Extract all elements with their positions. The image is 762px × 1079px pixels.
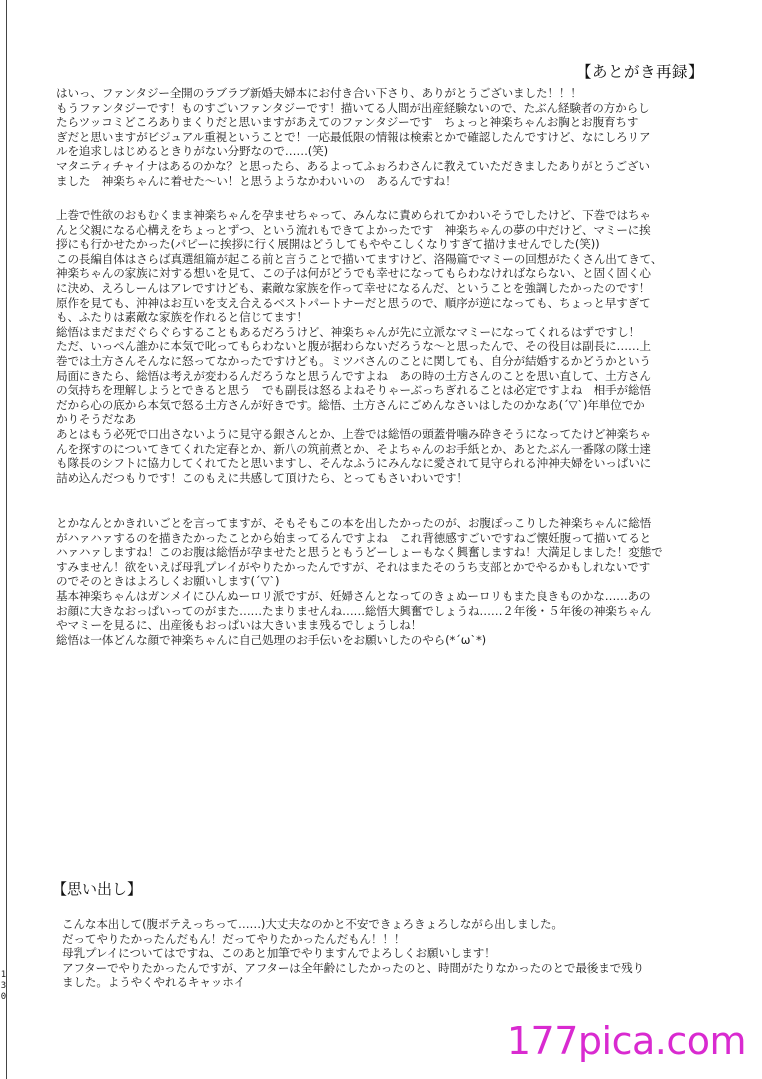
text-line: ました。ようやくやれるキャッホイ — [62, 975, 246, 990]
text-line: 局面にきたら、総悟は考えが変わるんだろうなと思うんですよね あの時の土方さんのことを思い直して、土方さん — [56, 368, 651, 383]
text-line: ハァハァしますね！このお腹は総悟が孕ませたと思うともうどーしょーもなく興奮しますね！大満足しました！変態で — [56, 545, 663, 560]
text-line: やマミーを見るに、出産後もおっぱいは大きいまま残るでしょうしね！ — [56, 618, 423, 633]
text-line: の気持ちを理解しようとできると思う でも副長は怒るよねそりゃーぶっちぎれることは必定ですよね 相手が総悟 — [56, 383, 651, 398]
page-number-digit: 3 — [0, 981, 7, 991]
text-line: ルを追求しはじめるときりがない分野なので……(笑) — [56, 144, 328, 159]
left-margin-rule — [6, 0, 7, 1079]
text-line: 総悟はまだまだぐらぐらすることもあるだろうけど、神楽ちゃんが先に立派なマミーになってくれるはずですし！ — [56, 324, 640, 339]
afterword-body-3 — [56, 516, 716, 647]
text-line: 拶にも行かせたかった(パピーに挨拶に行く展開はどうしてもややこしくなりすぎて描けませんでした(笑)) — [56, 237, 600, 252]
text-line: アフターでやりたかったんですが、アフターは全年齢にしたかったのと、時間がたりなかったのとで最後まで残り — [62, 960, 645, 975]
text-line: 詰め込んだつもりです！このもえに共感して頂けたら、とってもさいわいです！ — [56, 470, 468, 485]
text-line: マタニティチャイナはあるのかな？と思ったら、あるよってふぉろわさんに教えていただきましたありがとうござい — [56, 158, 650, 173]
text-line: この長編自体はさらば真選組篇が起こる前と言うことで描いてますけど、洛陽篇でマミーの回想がたくさん出てきて、 — [56, 251, 663, 266]
text-line: かりそうだなあ — [56, 412, 137, 427]
afterword-paragraph-2 — [56, 208, 716, 485]
afterword-heading: 【あとがき再録】 — [575, 63, 704, 81]
text-line: ました 神楽ちゃんに着せた～い！と思うようなかわいいの あるんですね！ — [56, 173, 457, 188]
text-line: がハァハァするのを描きたかったことから始まってるんですよね これ背徳感すごいですねご懐妊腹って描いてると — [56, 530, 652, 545]
afterword-paragraph-1 — [56, 86, 716, 188]
page-number-digit: 1 — [0, 970, 7, 980]
text-line: 総悟は一体どんな顔で神楽ちゃんに自己処理のお手伝いをお願いしたのやら(*´ω`*) — [56, 632, 486, 647]
text-line: 基本神楽ちゃんはガンメイにひんぬーロリ派ですが、妊婦さんとなってのきょぬーロリもまた良きものかな……あの — [56, 588, 651, 603]
text-line: んを探すのについてきてくれた定春とか、新八の筑前煮とか、そよちゃんのお手紙とか、あとたぶん一番隊の隊士達 — [56, 441, 651, 456]
memories-heading: 【思い出し】 — [52, 880, 143, 898]
text-line: こんな本出して(腹ボテえっちって……)大丈夫なのかと不安できょろきょろしながら出しました。 — [62, 917, 563, 931]
text-line: 神楽ちゃんの家族に対する想いを見て、この子は何がどうでも幸せになってもらわなければならない、と固く固く心 — [56, 266, 651, 281]
text-line: もうファンタジーです！ものすごいファンタジーです！描いてる人間が出産経験ないので、たぶん経験者の方からし — [56, 100, 650, 115]
text-line: はいっ、ファンタジー全開のラブラブ新婚夫婦本にお付き合い下さり、ありがとうございました！！！ — [56, 86, 582, 100]
page-number — [0, 970, 7, 1003]
text-line: んと父親になる心構えをちょっとずつ、という流れもできてよかったです 神楽ちゃんの夢の中だけど、マミーに挨 — [56, 222, 651, 237]
text-line: 巻では土方さんそんなに怒ってなかったですけども。ミツバさんのことに関しても、自分が結婚するかどうかという — [56, 353, 651, 368]
memories-body — [62, 917, 722, 990]
text-line: 母乳プレイについてはですね、このあと加筆でやりますんでよろしくお願いします！ — [62, 946, 496, 961]
page-number-digit: 0 — [0, 992, 7, 1002]
text-line: 原作を見ても、沖神はお互いを支え合えるベストパートナーだと思うので、順序が逆になっても、ちょっと早すぎて — [56, 295, 651, 310]
text-line: ただ、いっぺん誰かに本気で叱ってもらわないと腹が据わらないだろうな～と思ったんで、その役目は副長に……上 — [56, 339, 651, 354]
text-line: に決め、えろしーんはアレですけども、素敵な家族を作って幸せになるんだ、ということを強調したかったのです！ — [56, 280, 651, 295]
memories-paragraph — [62, 917, 722, 990]
site-watermark: 177pica.com — [506, 1019, 746, 1063]
text-line: のでそのときはよろしくお願いします(´▽`) — [56, 574, 280, 589]
text-line: 上巻で性欲のおもむくまま神楽ちゃんを孕ませちゃって、みんなに責められてかわいそうでしたけど、下巻ではちゃ — [56, 208, 651, 222]
text-line: あとはもう必死で口出さないように見守る銀さんとか、上巻では総悟の頭蓋骨噛み砕きそうになってたけど神楽ちゃ — [56, 426, 652, 441]
text-line: だから心の底から本気で怒る土方さんが好きです。総悟、土方さんにごめんなさいはしたのかなあ(´▽`)年単位でか — [56, 397, 645, 412]
afterword-body-2 — [56, 208, 716, 485]
text-line: とかなんとかきれいごとを言ってますが、そもそもこの本を出したかったのが、お腹ぽっこりした神楽ちゃんに総悟 — [56, 516, 652, 530]
text-line: たらツッコミどころありまくりだと思いますがあえてのファンタジーです ちょっと神楽ちゃんお胸とお腹育ちす — [56, 115, 639, 130]
text-line: ぎだと思いますがビジュアル重視ということで！一応最低限の情報は検索とかで確認したんですけど、なにしろリア — [56, 129, 651, 144]
afterword-body — [56, 86, 716, 188]
text-line: も、ふたりは素敵な家族を作れると信じてます！ — [56, 310, 308, 325]
text-line: だってやりたかったんだもん！だってやりたかったんだもん！！！ — [62, 931, 406, 946]
afterword-paragraph-3 — [56, 516, 716, 647]
text-line: も隊長のシフトに協力してくれてたと思いますし、そんなふうにみんなに愛されて見守られる沖神夫婦をいっぱいに — [56, 456, 652, 471]
text-line: お顔に大きなおっぱいってのがまた……たまりませんね……総悟大興奮でしょうね……２年後・５年後の神楽ちゃん — [56, 603, 652, 618]
text-line: すみません！欲をいえば母乳プレイがやりたかったんですが、それはまたそのうち支部とかでやるかもしれないです — [56, 559, 651, 574]
